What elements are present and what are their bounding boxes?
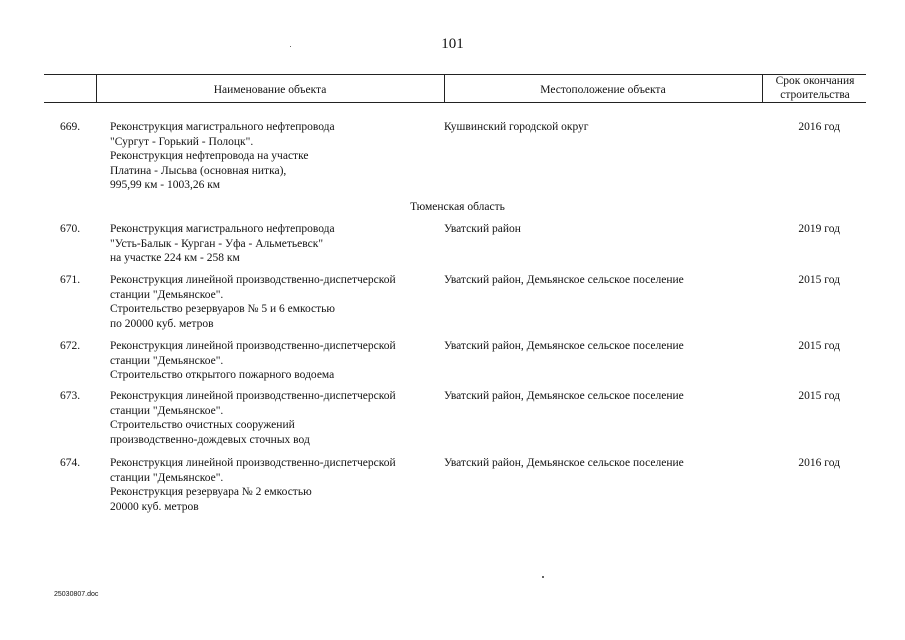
region-heading: Тюменская область	[410, 201, 505, 213]
header-object-name: Наименование объекта	[213, 84, 327, 96]
completion-year: 2016 год	[798, 121, 840, 133]
object-location: Уватский район, Демьянское сельское поселение	[444, 274, 684, 286]
object-location: Кушвинский городской округ	[444, 121, 589, 133]
completion-year: 2015 год	[798, 274, 840, 286]
scan-speck	[542, 576, 544, 578]
row-number: 671.	[60, 274, 81, 286]
object-location: Уватский район, Демьянское сельское поселение	[444, 457, 684, 469]
document-filename: 25030807.doc	[54, 591, 99, 598]
row-number: 670.	[60, 223, 81, 235]
object-name: Реконструкция линейной производственно-диспетчерской станции "Демьянское". Строительство открытого пожарного водоема	[110, 340, 396, 382]
row-number: 674.	[60, 457, 81, 469]
row-number: 673.	[60, 390, 81, 402]
completion-year: 2015 год	[798, 390, 840, 402]
completion-year: 2015 год	[798, 340, 840, 352]
table-header-rule	[44, 102, 866, 103]
object-location: Уватский район, Демьянское сельское поселение	[444, 390, 684, 402]
object-name: Реконструкция магистрального нефтепровода "Усть-Балык - Курган - Уфа - Альметьевск" на участке 224 км - 258 км	[110, 223, 335, 265]
object-location: Уватский район, Демьянское сельское поселение	[444, 340, 684, 352]
completion-year: 2019 год	[798, 223, 840, 235]
object-name: Реконструкция магистрального нефтепровода "Сургут - Горький - Полоцк". Реконструкция нефтепровода на участке Платина - Лысьва (основная нитка), 995,99 км - 1003,26 км	[110, 121, 335, 192]
scan-speck	[290, 46, 291, 47]
header-completion-term: Срок окончания строительства	[775, 75, 855, 101]
table-top-rule	[44, 74, 866, 75]
page-number: 101	[441, 36, 464, 52]
row-number: 669.	[60, 121, 81, 133]
object-location: Уватский район	[444, 223, 521, 235]
object-name: Реконструкция линейной производственно-диспетчерской станции "Демьянское". Строительство резервуаров № 5 и 6 емкостью по 20000 куб. метров	[110, 274, 396, 330]
object-name: Реконструкция линейной производственно-диспетчерской станции "Демьянское". Реконструкция резервуара № 2 емкостью 20000 куб. метров	[110, 457, 396, 513]
completion-year: 2016 год	[798, 457, 840, 469]
row-number: 672.	[60, 340, 81, 352]
object-name: Реконструкция линейной производственно-диспетчерской станции "Демьянское". Строительство очистных сооружений производственно-дождевых сточных вод	[110, 390, 396, 446]
header-object-location: Местоположение объекта	[540, 84, 666, 96]
column-divider	[762, 74, 763, 102]
